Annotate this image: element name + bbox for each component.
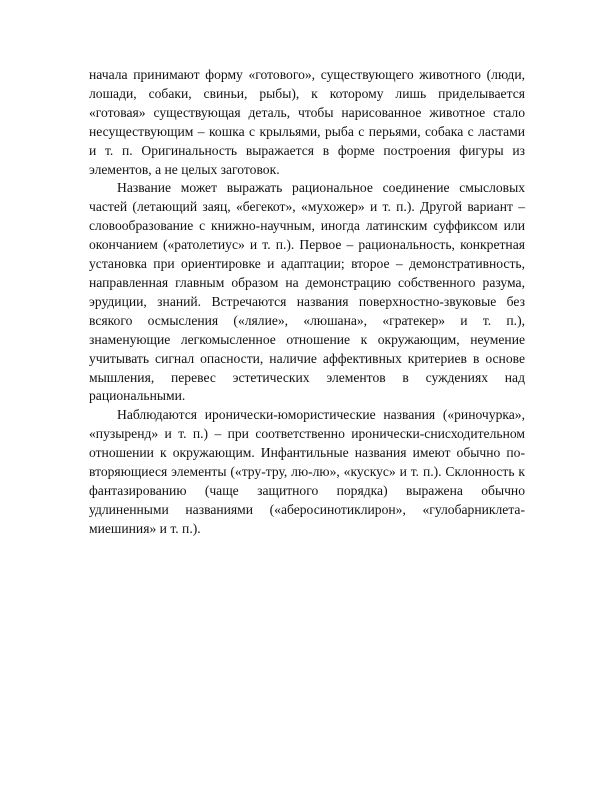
document-page — [89, 66, 525, 539]
paragraph-2: Название может выражать рациональное соединение смысловых частей (летающий заяц, «бегекот», «мухожер» и т. п.). Другой вариант – словообразование с книжно-научным, иногда латинским суффиксом или окончанием («ратолетиус» и т. п.). Первое – рациональность, конкретная установка при ориентировке и адаптации; второе – демонстративность, направленная главным образом на демонстрацию собственного разума, эрудиции, знаний. Встречаются названия поверхностно-звуковые без всякого осмысления («лялие», «люшана», «гратекер» и т. п.), знаменующие легкомысленное отношение к окружающим, неумение учитывать сигнал опасности, наличие аффективных критериев в основе мышления, перевес эстетических элементов в суждениях над рациональными. — [89, 180, 525, 404]
paragraph-1: начала принимают форму «готового», существующего животного (люди, лошади, собаки, свиньи, рыбы), к которому лишь приделывается «готовая» существующая деталь, чтобы нарисованное животное стало несуществующим – кошка с крыльями, рыба с перьями, собака с ластами и т. п. Оригинальность выражается в форме построения фигуры из элементов, а не целых заготовок. — [89, 67, 525, 177]
paragraph-3: Наблюдаются иронически-юмористические названия («риночурка», «пузыренд» и т. п.) – при соответственно иронически-снисходительном отношении к окружающим. Инфантильные названия имеют обычно повторяющиеся элементы («тру-тру, лю-лю», «кускус» и т. п.). Склонность к фантазированию (чаще защитного порядка) выражена обычно удлиненными названиями («аберосинотиклирон», «гулобарниклета-миешиния» и т. п.). — [89, 407, 525, 536]
